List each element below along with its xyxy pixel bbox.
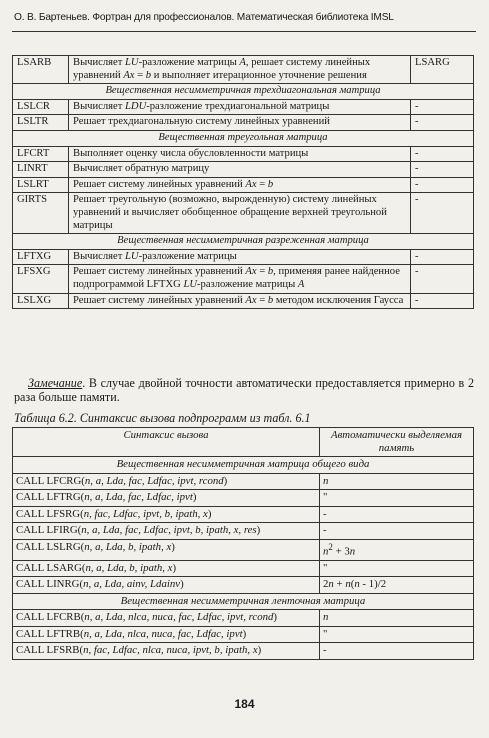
routine-name: LSLCR: [13, 99, 69, 115]
routine-alternative: -: [411, 265, 474, 293]
call-syntax: CALL LFCRG(n, a, Lda, fac, Ldfac, ipvt, rcond): [13, 473, 320, 490]
routine-name: LSLTR: [13, 115, 69, 131]
routine-alternative: -: [411, 293, 474, 309]
allocated-memory: ": [320, 560, 474, 577]
table-row: [13, 506, 474, 523]
table-row: [13, 193, 474, 234]
routine-alternative: -: [411, 99, 474, 115]
routine-alternative: -: [411, 177, 474, 193]
routine-description: Вычисляет обратную матрицу: [69, 162, 411, 178]
routine-description: Выполняет оценку числа обусловленности матрицы: [69, 146, 411, 162]
routine-alternative: -: [411, 115, 474, 131]
routine-name: LSLXG: [13, 293, 69, 309]
routine-name: LINRT: [13, 162, 69, 178]
call-syntax: CALL LFIRG(n, a, Lda, fac, Ldfac, ipvt, b, ipath, x, res): [13, 523, 320, 540]
routine-description: Вычисляет LDU-разложение трехдиагональной матрицы: [69, 99, 411, 115]
allocated-memory: ": [320, 490, 474, 507]
call-syntax: CALL LINRG(n, a, Lda, ainv, Ldainv): [13, 577, 320, 594]
section-title: Вещественная несимметричная матрица общего вида: [13, 457, 474, 474]
routine-description: Вычисляет LU-разложение матрицы: [69, 249, 411, 265]
call-syntax: CALL LFSRB(n, fac, Ldfac, nlca, nuca, ipvt, b, ipath, x): [13, 643, 320, 660]
table-row: [13, 643, 474, 660]
allocated-memory: n: [320, 610, 474, 627]
header-syntax: Синтаксис вызова: [13, 428, 320, 457]
section-row: [13, 130, 474, 146]
section-row: [13, 457, 474, 474]
routine-description: Решает трехдиагональную систему линейных уравнений: [69, 115, 411, 131]
allocated-memory: 2n + n(n - 1)/2: [320, 577, 474, 594]
header-memory: Автоматически выделяемая память: [320, 428, 474, 457]
table-row: [13, 249, 474, 265]
table-row: [13, 523, 474, 540]
call-syntax: CALL LFTRB(n, a, Lda, nlca, nuca, fac, Ldfac, ipvt): [13, 626, 320, 643]
routine-name: LSARB: [13, 56, 69, 84]
header-rule: [12, 31, 476, 32]
table-row: [13, 577, 474, 594]
routine-name: LSLRT: [13, 177, 69, 193]
routine-alternative: -: [411, 162, 474, 178]
table-row: [13, 99, 474, 115]
note-text: . В случае двойной точности автоматически предоставляется примерно в 2 раза больше памяти.: [14, 376, 474, 404]
table-row: [13, 162, 474, 178]
routine-name: LFTXG: [13, 249, 69, 265]
allocated-memory: ": [320, 626, 474, 643]
table-row: [13, 490, 474, 507]
table-row: [13, 56, 474, 84]
table-header-row: [13, 428, 474, 457]
section-row: [13, 593, 474, 610]
table-row: [13, 626, 474, 643]
table-row: [13, 560, 474, 577]
table-row: [13, 265, 474, 293]
section-row: [13, 234, 474, 250]
section-title: Вещественная треугольная матрица: [13, 130, 474, 146]
note-paragraph: [14, 376, 474, 404]
call-syntax: CALL LSLRG(n, a, Lda, b, ipath, x): [13, 539, 320, 560]
routine-name: LFSXG: [13, 265, 69, 293]
table-row: [13, 146, 474, 162]
routine-description: Решает треугольную (возможно, вырожденную) систему линейных уравнений и вычисляет обобщенное обращение верхней треугольной матрицы: [69, 193, 411, 234]
routine-alternative: -: [411, 146, 474, 162]
function-table: [12, 55, 474, 309]
table-row: [13, 539, 474, 560]
section-title: Вещественная несимметричная трехдиагональная матрица: [13, 84, 474, 100]
routine-alternative: -: [411, 249, 474, 265]
table-row: [13, 473, 474, 490]
section-title: Вещественная несимметричная ленточная матрица: [13, 593, 474, 610]
running-header: О. В. Бартеньев. Фортран для профессионалов. Математическая библиотека IMSL: [14, 12, 394, 23]
routine-description: Решает систему линейных уравнений Ax = b методом исключения Гаусса: [69, 293, 411, 309]
routine-name: GIRTS: [13, 193, 69, 234]
routine-name: LFCRT: [13, 146, 69, 162]
table-row: [13, 115, 474, 131]
section-title: Вещественная несимметричная разреженная матрица: [13, 234, 474, 250]
allocated-memory: $n^2 + 3n$: [320, 539, 474, 560]
allocated-memory: -: [320, 523, 474, 540]
allocated-memory: -: [320, 506, 474, 523]
section-row: [13, 84, 474, 100]
call-syntax: CALL LFCRB(n, a, Lda, nlca, nuca, fac, Ldfac, ipvt, rcond): [13, 610, 320, 627]
allocated-memory: -: [320, 643, 474, 660]
routine-alternative: -: [411, 193, 474, 234]
routine-description: Вычисляет LU-разложение матрицы A, решает систему линейных уравнений Ax = b и выполняет итерационное уточнение решения: [69, 56, 411, 84]
page-number: 184: [234, 697, 255, 711]
syntax-table: [12, 427, 474, 660]
table-row: [13, 610, 474, 627]
table-row: [13, 293, 474, 309]
table-row: [13, 177, 474, 193]
note-label: Замечание: [28, 376, 83, 390]
call-syntax: CALL LFTRG(n, a, Lda, fac, Ldfac, ipvt): [13, 490, 320, 507]
routine-alternative: LSARG: [411, 56, 474, 84]
allocated-memory: n: [320, 473, 474, 490]
routine-description: Решает систему линейных уравнений Ax = b, применяя ранее найденное подпрограммой LFTXG LU-разложение матрицы A: [69, 265, 411, 293]
call-syntax: CALL LFSRG(n, fac, Ldfac, ipvt, b, ipath, x): [13, 506, 320, 523]
table-caption: Таблица 6.2. Синтаксис вызова подпрограмм из табл. 6.1: [14, 411, 311, 425]
call-syntax: CALL LSARG(n, a, Lda, b, ipath, x): [13, 560, 320, 577]
routine-description: Решает систему линейных уравнений Ax = b: [69, 177, 411, 193]
